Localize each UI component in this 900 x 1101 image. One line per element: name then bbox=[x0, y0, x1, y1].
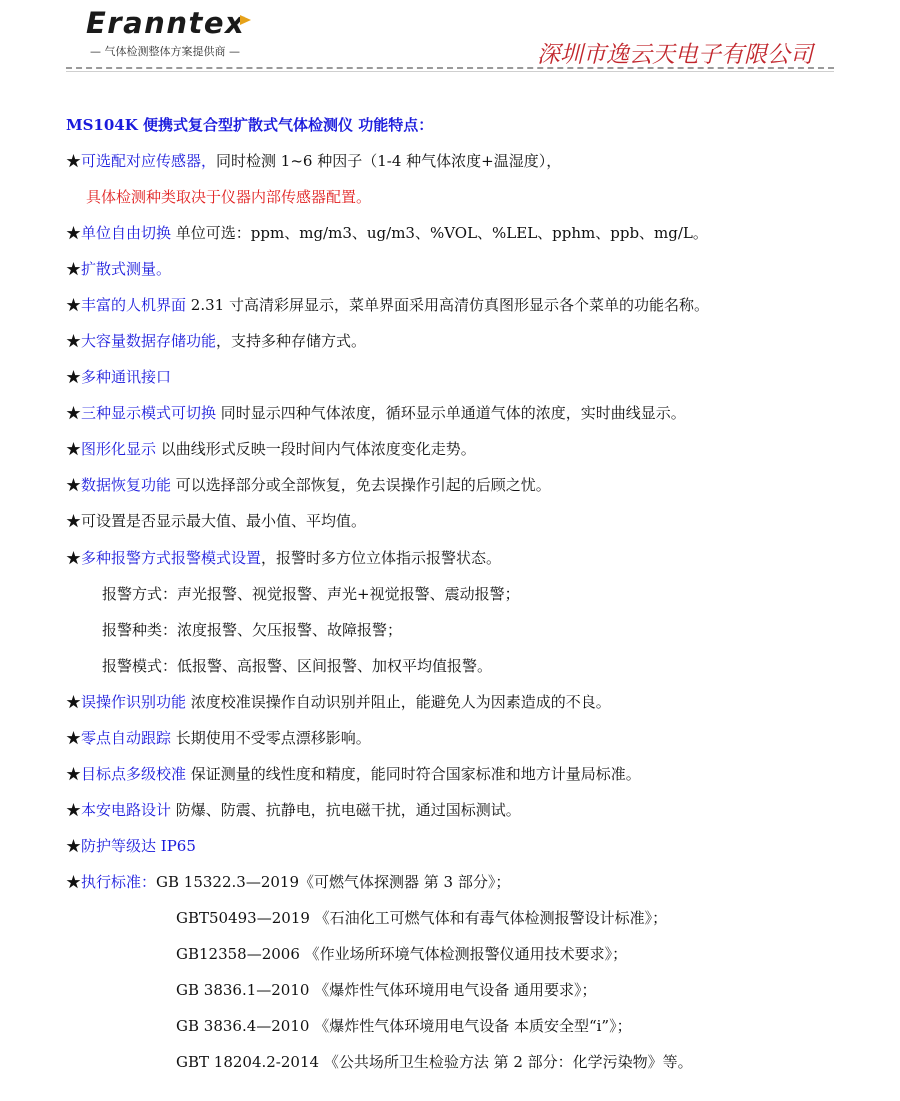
standard-item: GBT50493—2019 《石油化工可燃气体和有毒气体检测报警设计标准》； bbox=[176, 908, 668, 927]
star-icon: ★ bbox=[66, 224, 82, 243]
star-icon: ★ bbox=[66, 152, 82, 170]
feature-item bbox=[66, 797, 846, 833]
feature-text: 防爆、防震、抗静电，抗电磁干扰，通过国标测试。 bbox=[171, 800, 521, 819]
feature-label: 三种显示模式可切换 bbox=[81, 404, 217, 423]
standard-item: GBT 18204.2-2014 《公共场所卫生检验方法 第 2 部分：化学污染物》等。 bbox=[176, 1053, 693, 1072]
feature-item bbox=[66, 833, 846, 869]
feature-item bbox=[66, 472, 846, 508]
feature-item bbox=[66, 508, 846, 544]
feature-text: 保证测量的线性度和精度，能同时符合国家标准和地方计量局标准。 bbox=[186, 764, 641, 783]
feature-label: 丰富的人机界面 bbox=[81, 296, 187, 315]
feature-item bbox=[66, 689, 846, 725]
feature-item bbox=[66, 400, 846, 436]
star-icon: ★ bbox=[66, 476, 82, 495]
sensor-note-text: 具体检测种类取决于仪器内部传感器配置。 bbox=[86, 188, 372, 207]
star-icon: ★ bbox=[66, 404, 82, 423]
feature-label: 扩散式测量。 bbox=[81, 260, 172, 279]
star-icon: ★ bbox=[66, 548, 82, 567]
document-body bbox=[66, 112, 846, 1085]
feature-label: 防护等级达 IP65 bbox=[81, 836, 196, 855]
alarm-detail: 报警模式：低报警、高报警、区间报警、加权平均值报警。 bbox=[102, 656, 493, 675]
feature-text: 可以选择部分或全部恢复，免去误操作引起的后顾之忧。 bbox=[171, 476, 551, 495]
standard-item: GB 3836.1—2010 《爆炸性气体环境用电气设备 通用要求》； bbox=[176, 981, 597, 1000]
standard-item: GB12358—2006 《作业场所环境气体检测报警仪通用技术要求》； bbox=[176, 945, 628, 964]
star-icon: ★ bbox=[66, 872, 82, 891]
star-icon: ★ bbox=[66, 368, 82, 387]
feature-label: 执行标准： bbox=[81, 872, 157, 891]
feature-text: 长期使用不受零点漂移影响。 bbox=[171, 728, 371, 747]
feature-label: 数据恢复功能 bbox=[81, 476, 172, 495]
standard-item: GB 3836.4—2010 《爆炸性气体环境用电气设备 本质安全型“i”》； bbox=[176, 1017, 632, 1036]
feature-item bbox=[66, 761, 846, 797]
header-divider-thin bbox=[66, 71, 834, 72]
feature-item bbox=[66, 292, 846, 328]
feature-label: 误操作识别功能 bbox=[81, 692, 187, 711]
brand-tagline: — 气体检测整体方案提供商 — bbox=[90, 45, 240, 58]
feature-text: ，支持多种存储方式。 bbox=[216, 332, 367, 351]
star-icon: ★ bbox=[66, 764, 82, 783]
star-icon: ★ bbox=[66, 728, 82, 747]
star-icon: ★ bbox=[66, 836, 82, 855]
feature-item bbox=[66, 869, 846, 905]
feature-text: 浓度校准误操作自动识别并阻止，能避免人为因素造成的不良。 bbox=[186, 692, 611, 711]
star-icon: ★ bbox=[66, 260, 82, 279]
star-icon: ★ bbox=[66, 800, 82, 819]
feature-text: GB 15322.3—2019《可燃气体探测器 第 3 部分》； bbox=[156, 872, 511, 891]
sensor-note bbox=[66, 184, 846, 220]
feature-text: 同时检测 1~6 种因子（1-4 种气体浓度+温湿度）， bbox=[216, 152, 562, 170]
feature-item bbox=[66, 545, 846, 581]
alarm-detail: 报警种类：浓度报警、欠压报警、故障报警； bbox=[102, 620, 403, 639]
header-divider bbox=[66, 67, 834, 69]
logo-triangle-icon bbox=[240, 15, 251, 25]
feature-label: 多种报警方式报警模式设置 bbox=[81, 548, 262, 567]
brand-logo: Eranntex bbox=[86, 6, 246, 40]
feature-text: ，报警时多方位立体指示报警状态。 bbox=[261, 548, 502, 567]
star-icon: ★ bbox=[66, 296, 82, 315]
feature-text: 以曲线形式反映一段时间内气体浓度变化走势。 bbox=[156, 440, 476, 459]
feature-item bbox=[66, 364, 846, 400]
feature-item bbox=[66, 256, 846, 292]
feature-label: 零点自动跟踪 bbox=[81, 728, 172, 747]
feature-item bbox=[66, 220, 846, 256]
feature-text: 同时显示四种气体浓度，循环显示单通道气体的浓度，实时曲线显示。 bbox=[216, 404, 686, 423]
feature-text: 单位可选：ppm、mg/m3、ug/m3、%VOL、%LEL、pphm、ppb、mg/L。 bbox=[171, 224, 708, 243]
feature-label: 本安电路设计 bbox=[81, 800, 172, 819]
feature-item bbox=[66, 148, 846, 184]
page-header bbox=[0, 0, 900, 80]
feature-label: 图形化显示 bbox=[81, 440, 157, 459]
star-icon: ★ bbox=[66, 692, 82, 711]
feature-label: 目标点多级校准 bbox=[81, 764, 187, 783]
star-icon: ★ bbox=[66, 332, 82, 351]
feature-item bbox=[66, 725, 846, 761]
feature-text: 可设置是否显示最大值、最小值、平均值。 bbox=[81, 512, 367, 531]
feature-label: 多种通讯接口 bbox=[81, 368, 172, 387]
feature-item bbox=[66, 436, 846, 472]
document-title: MS104K 便携式复合型扩散式气体检测仪 功能特点： bbox=[66, 116, 434, 134]
alarm-detail: 报警方式：声光报警、视觉报警、声光+视觉报警、震动报警； bbox=[102, 584, 520, 603]
star-icon: ★ bbox=[66, 512, 82, 531]
feature-item bbox=[66, 328, 846, 364]
star-icon: ★ bbox=[66, 440, 82, 459]
feature-label: 单位自由切换 bbox=[81, 224, 172, 243]
feature-label: 大容量数据存储功能 bbox=[81, 332, 217, 351]
feature-text: 2.31 寸高清彩屏显示，菜单界面采用高清仿真图形显示各个菜单的功能名称。 bbox=[186, 296, 709, 315]
feature-label: 可选配对应传感器， bbox=[81, 152, 217, 170]
company-name: 深圳市逸云天电子有限公司 bbox=[537, 42, 813, 68]
